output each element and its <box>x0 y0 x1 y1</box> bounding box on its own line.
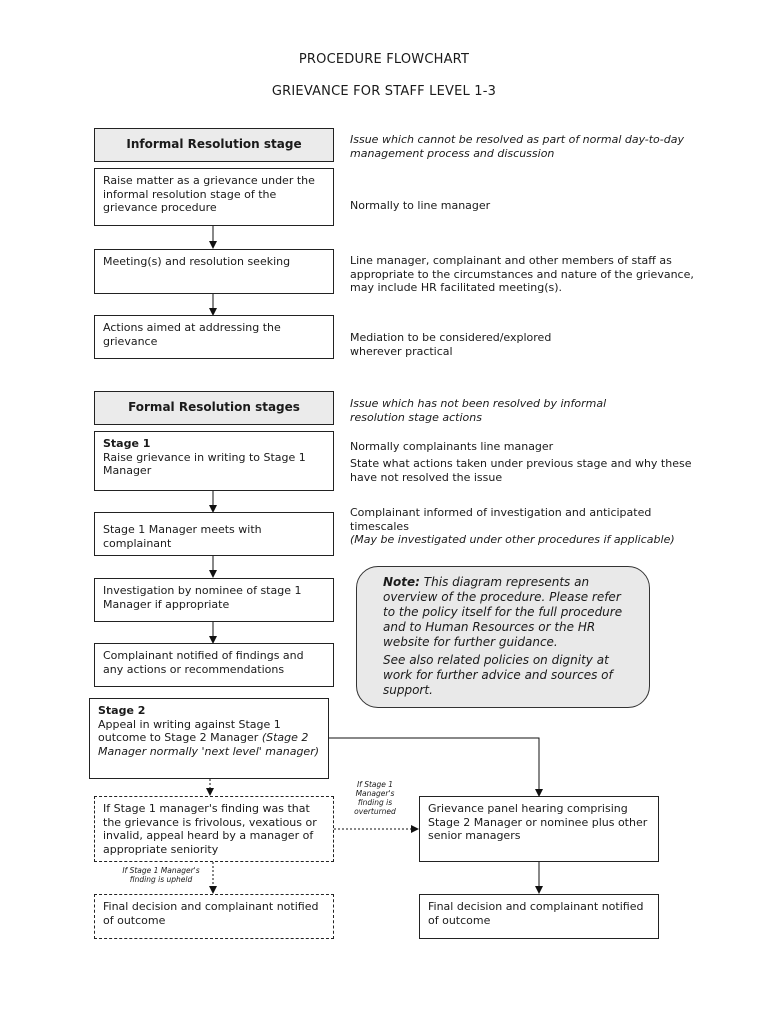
stage1-meet-note-text: Complainant informed of investigation and anticipated timescales <box>350 506 652 533</box>
stage1-note-1: Normally complainants line manager <box>350 440 554 453</box>
actions-note: Mediation to be considered/explored wherever practical <box>350 331 552 358</box>
stage1-note-2: State what actions taken under previous stage and why these have not resolved the issue <box>350 457 692 484</box>
stage2-box <box>89 698 329 779</box>
grievance-panel-box: Grievance panel hearing comprising Stage 2 Manager or nominee plus other senior managers <box>419 796 659 862</box>
investigation-box: Investigation by nominee of stage 1 Manager if appropriate <box>94 578 334 622</box>
stage2-label: Stage 2 <box>98 704 146 717</box>
actions-box: Actions aimed at addressing the grievance <box>94 315 334 359</box>
note-box <box>356 566 650 708</box>
stage1-box <box>94 431 334 491</box>
label-upheld: If Stage 1 Manager's finding is upheld <box>122 866 200 884</box>
formal-header-note: Issue which has not been resolved by informal resolution stage actions <box>350 397 607 424</box>
stage1-meet-box: Stage 1 Manager meets with complainant <box>94 512 334 556</box>
final-decision-left-box: Final decision and complainant notified of outcome <box>94 894 334 939</box>
page-title: PROCEDURE FLOWCHART <box>298 52 470 67</box>
note-text-2: See also related policies on dignity at work for further advice and sources of support. <box>383 653 613 697</box>
stage1-meet-note <box>350 506 690 547</box>
meeting-box: Meeting(s) and resolution seeking <box>94 249 334 294</box>
page-subtitle: GRIEVANCE FOR STAFF LEVEL 1-3 <box>271 84 497 99</box>
raise-grievance-box: Raise matter as a grievance under the informal resolution stage of the grievance procedure <box>94 168 334 226</box>
note-text-1: This diagram represents an overview of the procedure. Please refer to the policy itself for the full procedure and to Human Resources or the HR website for further guidance. <box>383 575 623 649</box>
findings-notified-box: Complainant notified of findings and any actions or recommendations <box>94 643 334 687</box>
stage2-text: Appeal in writing against Stage 1 outcome to Stage 2 Manager <box>98 717 281 744</box>
note-bold-label: Note: <box>383 575 420 589</box>
formal-stage-header: Formal Resolution stages <box>94 391 334 425</box>
stage1-label: Stage 1 <box>103 437 151 450</box>
stage2-text-wrap <box>98 718 320 759</box>
raise-grievance-note: Normally to line manager <box>350 199 491 212</box>
stage2-text-italic: (Stage 2 Manager normally 'next level' manager) <box>98 731 320 758</box>
informal-stage-header: Informal Resolution stage <box>94 128 334 162</box>
label-overturned: If Stage 1 Manager's finding is overturned <box>354 780 396 816</box>
stage1-text: Raise grievance in writing to Stage 1 Manager <box>103 450 306 477</box>
meeting-note: Line manager, complainant and other members of staff as appropriate to the circumstances and nature of the grievance, may include HR facilitated meeting(s). <box>350 254 694 294</box>
stage1-meet-note-italic: (May be investigated under other procedures if applicable) <box>350 533 675 546</box>
informal-header-note: Issue which cannot be resolved as part of normal day-to-day management process and discussion <box>350 133 684 160</box>
final-decision-right-box: Final decision and complainant notified of outcome <box>419 894 659 939</box>
frivolous-appeal-box: If Stage 1 manager's finding was that the grievance is frivolous, vexatious or invalid, appeal heard by a manager of appropriate seniority <box>94 796 334 862</box>
